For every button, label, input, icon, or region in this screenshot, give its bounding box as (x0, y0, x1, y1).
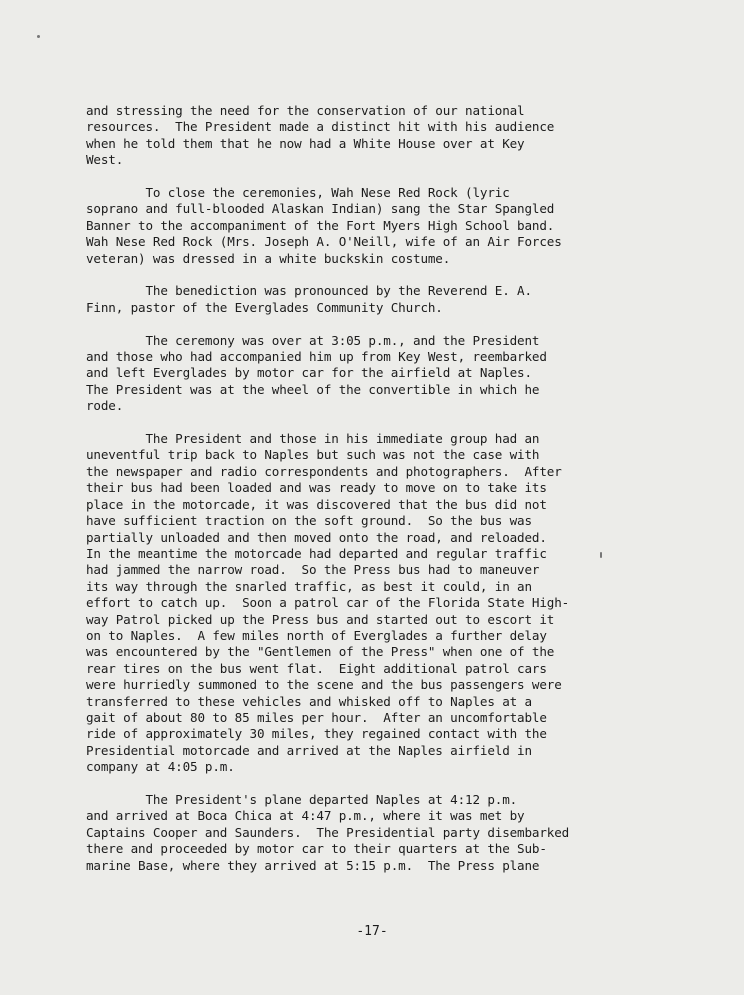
text-line: there and proceeded by motor car to their quarters at the Sub- (86, 841, 547, 857)
text-line: To close the ceremonies, Wah Nese Red Rock (lyric (86, 185, 510, 201)
text-line: was encountered by the "Gentlemen of the Press" when one of the (86, 644, 555, 660)
text-line: place in the motorcade, it was discovered that the bus did not (86, 496, 547, 512)
text-line: were hurriedly summoned to the scene and the bus passengers were (86, 677, 562, 693)
text-line: Finn, pastor of the Everglades Community Church. (86, 299, 443, 315)
paragraph (86, 185, 726, 267)
text-line: The President and those in his immediate group had an (86, 431, 540, 447)
paragraph (86, 333, 726, 415)
text-line: The President was at the wheel of the convertible in which he (86, 381, 540, 397)
text-line: Presidential motorcade and arrived at the Naples airfield in (86, 742, 532, 758)
text-line: In the meantime the motorcade had departed and regular traffic (86, 545, 547, 561)
text-line: and arrived at Boca Chica at 4:47 p.m., where it was met by (86, 808, 525, 824)
text-line: on to Naples. A few miles north of Everglades a further delay (86, 627, 547, 643)
text-line: resources. The President made a distinct hit with his audience (86, 119, 555, 135)
text-line: their bus had been loaded and was ready to move on to take its (86, 480, 547, 496)
text-line: The ceremony was over at 3:05 p.m., and the President (86, 332, 540, 348)
text-line: had jammed the narrow road. So the Press bus had to maneuver (86, 562, 540, 578)
text-line: gait of about 80 to 85 miles per hour. After an uncomfortable (86, 709, 547, 725)
text-line: The President's plane departed Naples at 4:12 p.m. (86, 791, 518, 807)
page-number: -17- (356, 924, 388, 939)
text-line: its way through the snarled traffic, as best it could, in an (86, 578, 532, 594)
text-line: and those who had accompanied him up from Key West, reembarked (86, 349, 547, 365)
text-line: way Patrol picked up the Press bus and started out to escort it (86, 611, 555, 627)
text-line: company at 4:05 p.m. (86, 759, 235, 775)
text-line: and left Everglades by motor car for the airfield at Naples. (86, 365, 532, 381)
paragraph (86, 431, 726, 776)
text-line: transferred to these vehicles and whisked off to Naples at a (86, 693, 532, 709)
text-line: The benediction was pronounced by the Reverend E. A. (86, 283, 532, 299)
text-line: ride of approximately 30 miles, they regained contact with the (86, 726, 547, 742)
text-line: effort to catch up. Soon a patrol car of the Florida State High- (86, 595, 570, 611)
text-line: veteran) was dressed in a white buckskin costume. (86, 250, 451, 266)
scan-speck (37, 35, 40, 38)
text-line: when he told them that he now had a White House over at Key (86, 135, 525, 151)
text-line: the newspaper and radio correspondents and photographers. After (86, 463, 562, 479)
text-line: and stressing the need for the conservation of our national (86, 103, 525, 118)
text-line: soprano and full-blooded Alaskan Indian) sang the Star Spangled (86, 201, 555, 217)
text-line: Banner to the accompaniment of the Fort Myers High School band. (86, 217, 555, 233)
text-line: Wah Nese Red Rock (Mrs. Joseph A. O'Neill, wife of an Air Forces (86, 234, 562, 250)
paragraph (86, 103, 726, 169)
paragraph (86, 283, 726, 316)
text-line: rear tires on the bus went flat. Eight additional patrol cars (86, 660, 547, 676)
text-line: uneventful trip back to Naples but such was not the case with (86, 447, 540, 463)
text-line: marine Base, where they arrived at 5:15 p.m. The Press plane (86, 857, 540, 873)
text-line: West. (86, 152, 124, 168)
document-body (86, 103, 726, 890)
paragraph (86, 792, 726, 874)
text-line: partially unloaded and then moved onto the road, and reloaded. (86, 529, 547, 545)
text-line: have sufficient traction on the soft ground. So the bus was (86, 513, 532, 529)
text-line: rode. (86, 398, 124, 414)
text-line: Captains Cooper and Saunders. The Presidential party disembarked (86, 824, 570, 840)
